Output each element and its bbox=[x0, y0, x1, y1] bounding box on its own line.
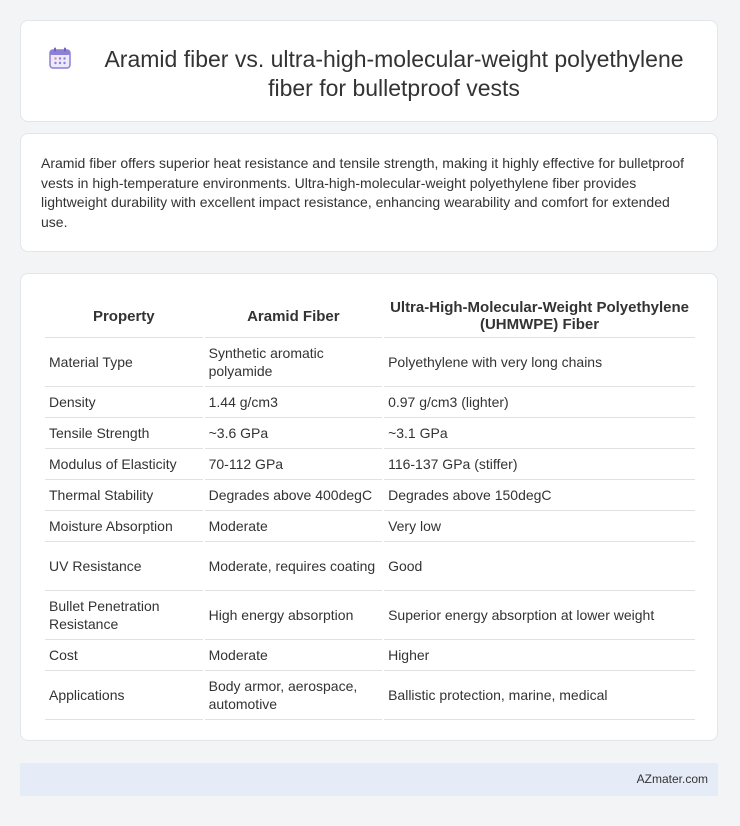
table-cell: Polyethylene with very long chains bbox=[384, 338, 695, 387]
table-cell: Moisture Absorption bbox=[45, 511, 203, 542]
table-cell: High energy absorption bbox=[205, 591, 382, 640]
table-row bbox=[45, 387, 695, 418]
table-cell: Modulus of Elasticity bbox=[45, 449, 203, 480]
table-cell: Thermal Stability bbox=[45, 480, 203, 511]
table-row bbox=[45, 671, 695, 720]
table-row bbox=[45, 449, 695, 480]
table-cell: Cost bbox=[45, 640, 203, 671]
table-cell: 1.44 g/cm3 bbox=[205, 387, 382, 418]
table-cell: Applications bbox=[45, 671, 203, 720]
table-cell: UV Resistance bbox=[45, 542, 203, 591]
table-cell: Material Type bbox=[45, 338, 203, 387]
table-row bbox=[45, 591, 695, 640]
table-cell: Higher bbox=[384, 640, 695, 671]
column-header-property: Property bbox=[45, 295, 203, 338]
summary-card bbox=[20, 133, 718, 252]
summary-text: Aramid fiber offers superior heat resistance and tensile strength, making it highly effective for bulletproof vests in high-temperature environments. Ultra-high-molecular-weight polyethylene fiber provides lightweight durability with excellent impact resistance, enhancing wearability and comfort for extended use. bbox=[41, 155, 685, 230]
table-row bbox=[45, 542, 695, 591]
table-cell: Moderate bbox=[205, 511, 382, 542]
table-row bbox=[45, 480, 695, 511]
table-cell: 116-137 GPa (stiffer) bbox=[384, 449, 695, 480]
page-title: Aramid fiber vs. ultra-high-molecular-weight polyethylene fiber for bulletproof vests bbox=[104, 46, 684, 101]
table-cell: ~3.6 GPa bbox=[205, 418, 382, 449]
table-row bbox=[45, 640, 695, 671]
column-header-uhmwpe: Ultra-High-Molecular-Weight Polyethylene (UHMWPE) Fiber bbox=[384, 295, 695, 338]
table-cell: Body armor, aerospace, automotive bbox=[205, 671, 382, 720]
table-cell: ~3.1 GPa bbox=[384, 418, 695, 449]
table-cell: Moderate bbox=[205, 640, 382, 671]
comparison-table-card bbox=[20, 273, 718, 741]
comparison-table bbox=[43, 295, 697, 720]
table-cell: Superior energy absorption at lower weight bbox=[384, 591, 695, 640]
footer-brand: AZmater.com bbox=[636, 772, 708, 786]
table-cell: Degrades above 400degC bbox=[205, 480, 382, 511]
table-cell: Density bbox=[45, 387, 203, 418]
table-row bbox=[45, 511, 695, 542]
table-row bbox=[45, 418, 695, 449]
table-cell: Tensile Strength bbox=[45, 418, 203, 449]
table-cell: Bullet Penetration Resistance bbox=[45, 591, 203, 640]
table-cell: Ballistic protection, marine, medical bbox=[384, 671, 695, 720]
table-cell: Moderate, requires coating bbox=[205, 542, 382, 591]
table-row bbox=[45, 338, 695, 387]
table-cell: 0.97 g/cm3 (lighter) bbox=[384, 387, 695, 418]
column-header-aramid: Aramid Fiber bbox=[205, 295, 382, 338]
table-cell: Very low bbox=[384, 511, 695, 542]
table-cell: Degrades above 150degC bbox=[384, 480, 695, 511]
footer-bar bbox=[20, 763, 718, 796]
header-card bbox=[20, 20, 718, 122]
table-cell: Good bbox=[384, 542, 695, 591]
table-cell: 70-112 GPa bbox=[205, 449, 382, 480]
table-cell: Synthetic aromatic polyamide bbox=[205, 338, 382, 387]
